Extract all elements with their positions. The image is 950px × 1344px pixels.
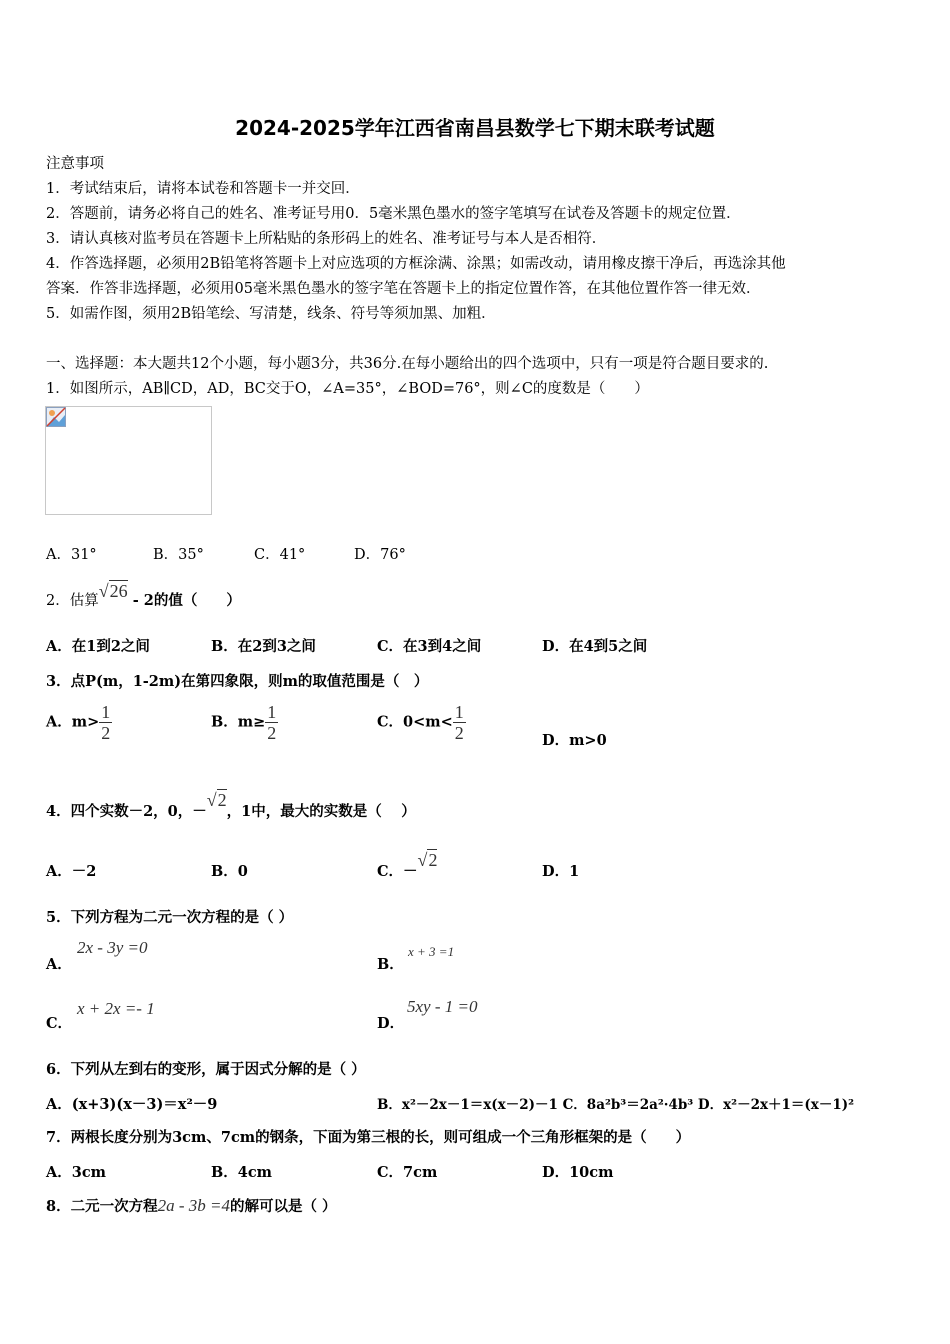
q2-option-d: D．在4到5之间 — [542, 638, 648, 655]
q1-option-b: B．35° — [153, 547, 204, 563]
note-item: 3．请认真核对监考员在答题卡上所粘贴的条形码上的姓名、准考证号与本人是否相符． — [46, 231, 607, 247]
note-item: 2．答题前，请务必将自己的姓名、准考证号用0．5毫米黑色墨水的签字笔填写在试卷及答题卡的规定位置． — [46, 206, 741, 222]
q7-option-a: A．3cm — [46, 1164, 107, 1181]
q3-option-d: D．m>0 — [542, 732, 607, 749]
question-1-stem: 1．如图所示，AB∥CD，AD，BC交于O，∠A=35°，∠BOD=76°，则∠C的度数是（ ） — [46, 381, 649, 397]
q3-option-b: B．m≥ $\frac{1}{2}$ — [211, 702, 277, 743]
q3-option-a: A．m> $\frac{1}{2}$ — [46, 702, 111, 743]
q2-option-a: A．在1到2之间 — [46, 638, 150, 655]
q1-option-c: C．41° — [254, 547, 306, 563]
q1-option-a: A．31° — [46, 547, 97, 563]
q1-option-d: D．76° — [354, 547, 406, 563]
q4-option-c: C．－√2 — [377, 850, 438, 880]
question-3-stem: 3．点P(m，1-2m)在第四象限，则m的取值范围是（ ） — [46, 673, 429, 690]
q5-option-b-expr: x + 3 =1 — [408, 944, 455, 959]
q5-option-d-expr: 5xy - 1 =0 — [407, 997, 478, 1016]
question-4-stem: 4．四个实数－2，0，－√2，1中，最大的实数是（ ） — [46, 790, 416, 820]
question-7-stem: 7．两根长度分别为3cm、7cm的钢条，下面为第三根的长，则可组成一个三角形框架的是（ ） — [46, 1129, 691, 1146]
note-item: 1．考试结束后，请将本试卷和答题卡一并交回． — [46, 181, 360, 197]
question-2-stem: 2．估算√26 - 2的值（ ） — [46, 581, 241, 609]
page-title: 2024-2025学年江西省南昌县数学七下期末联考试题 — [235, 116, 715, 140]
q2-option-b: B．在2到3之间 — [211, 638, 316, 655]
q2-option-c: C．在3到4之间 — [377, 638, 482, 655]
note-item: 4．作答选择题，必须用2B铅笔将答题卡上对应选项的方框涂满、涂黑；如需改动，请用橡皮擦干净后，再选涂其他 — [46, 256, 786, 272]
figure-placeholder — [45, 406, 212, 515]
q5-option-d-label: D． — [377, 1015, 405, 1032]
q3-option-c: C．0<m< $\frac{1}{2}$ — [377, 702, 464, 743]
q8-expr: 2a - 3b =4 — [157, 1196, 230, 1215]
note-item: 答案．作答非选择题，必须用05毫米黑色墨水的签字笔在答题卡上的指定位置作答，在其他位置作答一律无效． — [46, 281, 761, 297]
q5-option-a-expr: 2x - 3y =0 — [77, 938, 148, 957]
section-heading: 一、选择题：本大题共12个小题，每小题3分，共36分.在每小题给出的四个选项中，只有一项是符合题目要求的. — [46, 356, 769, 372]
question-6-stem: 6．下列从左到右的变形，属于因式分解的是（ ） — [46, 1061, 366, 1078]
q7-option-b: B．4cm — [211, 1164, 273, 1181]
q7-option-c: C．7cm — [377, 1164, 438, 1181]
q6-option-a: A．(x+3)(x－3)＝x²－9 — [46, 1096, 218, 1113]
q5-option-a-label: A． — [46, 956, 72, 973]
note-item: 5．如需作图，须用2B铅笔绘、写清楚，线条、符号等须加黑、加粗． — [46, 306, 496, 322]
q5-option-c-label: C． — [46, 1015, 73, 1032]
q5-option-b-label: B． — [377, 956, 404, 973]
q6-options-bcd: B．x²－2x－1＝x(x－2)－1 C．8a²b³＝2a²·4b³ D．x²－2x＋1＝(x－1)² — [377, 1097, 855, 1113]
q7-option-d: D．10cm — [542, 1164, 614, 1181]
q4-option-b: B．0 — [211, 863, 248, 880]
broken-image-icon — [46, 407, 66, 427]
q5-option-c-expr: x + 2x =- 1 — [77, 999, 155, 1018]
question-5-stem: 5．下列方程为二元一次方程的是（ ） — [46, 909, 294, 926]
notes-heading: 注意事项 — [46, 156, 104, 172]
question-8-stem: 8．二元一次方程2a - 3b =4的解可以是（ ） — [46, 1196, 337, 1215]
q4-option-a: A．－2 — [46, 863, 97, 880]
q4-option-d: D．1 — [542, 863, 580, 880]
